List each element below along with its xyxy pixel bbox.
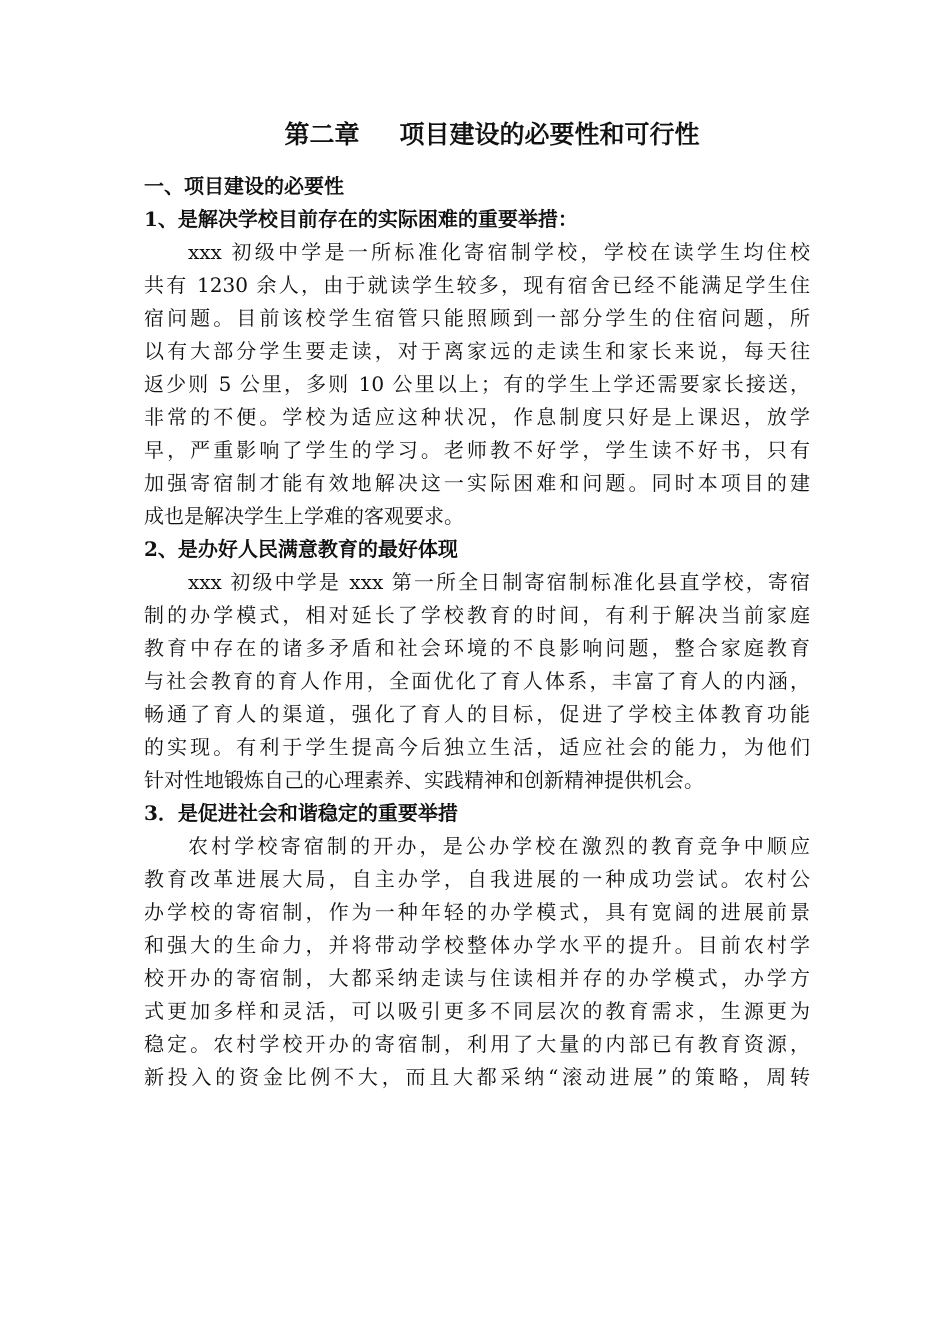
paragraph-line: 的实现。有利于学生提高今后独立生活，适应社会的能力，为他们: [144, 735, 810, 759]
paragraph-line: 教育中存在的诸多矛盾和社会环境的不良影响问题，整合家庭教育: [144, 636, 810, 660]
paragraph-line: 制的办学模式，相对延长了学校教育的时间，有利于解决当前家庭: [144, 603, 810, 627]
paragraph-line: 校开办的寄宿制，大都采纳走读与住读相并存的办学模式，办学方: [144, 966, 810, 990]
paragraph-line: xxx 初级中学是 xxx 第一所全日制寄宿制标准化县直学校，寄宿: [188, 570, 810, 594]
paragraph-line: 办学校的寄宿制，作为一种年轻的办学模式，具有宽阔的进展前景: [144, 900, 810, 924]
subsection-heading-1: 1、是解决学校目前存在的实际困难的重要举措：: [144, 207, 578, 231]
paragraph-line: 加强寄宿制才能有效地解决这一实际困难和问题。同时本项目的建: [144, 471, 810, 495]
paragraph-line: 针对性地锻炼自己的心理素养、实践精神和创新精神提供机会。: [144, 768, 704, 792]
document-page: [144, 120, 810, 1094]
paragraph-line: 宿问题。目前该校学生宿管只能照顾到一部分学生的住宿问题，所: [144, 306, 810, 330]
paragraph-line: 与社会教育的育人作用，全面优化了育人体系，丰富了育人的内涵，: [144, 669, 810, 693]
section-heading: 一、项目建设的必要性: [144, 174, 344, 198]
paragraph-line: 以有大部分学生要走读，对于离家远的走读生和家长来说，每天往: [144, 339, 810, 363]
paragraph-line: 教育改革进展大局，自主办学，自我进展的一种成功尝试。农村公: [144, 867, 810, 891]
subsection-heading-3: 3．是促进社会和谐稳定的重要举措: [144, 801, 458, 825]
paragraph-line: 新投入的资金比例不大，而且大都采纳“滚动进展”的策略，周转: [144, 1065, 810, 1089]
chapter-title: [144, 120, 810, 150]
paragraph-line: 成也是解决学生上学难的客观要求。: [144, 504, 464, 528]
paragraph-line: 和强大的生命力，并将带动学校整体办学水平的提升。目前农村学: [144, 933, 810, 957]
chapter-number: 第二章: [284, 120, 360, 149]
paragraph-line: 稳定。农村学校开办的寄宿制，利用了大量的内部已有教育资源，: [144, 1032, 810, 1056]
paragraph-line: 早，严重影响了学生的学习。老师教不好学，学生读不好书，只有: [144, 438, 810, 462]
paragraph-1: [144, 236, 810, 533]
paragraph-3: [144, 830, 810, 1094]
paragraph-line: 返少则 5 公里，多则 10 公里以上；有的学生上学还需要家长接送，: [144, 372, 810, 396]
paragraph-line: 共有 1230 余人，由于就读学生较多，现有宿舍已经不能满足学生住: [144, 273, 810, 297]
paragraph-line: 农村学校寄宿制的开办，是公办学校在激烈的教育竞争中顺应: [188, 834, 810, 858]
chapter-name: 项目建设的必要性和可行性: [399, 120, 700, 149]
paragraph-line: 非常的不便。学校为适应这种状况，作息制度只好是上课迟，放学: [144, 405, 810, 429]
paragraph-line: xxx 初级中学是一所标准化寄宿制学校，学校在读学生均住校: [188, 240, 810, 264]
subsection-heading-2: 2、是办好人民满意教育的最好体现: [144, 537, 458, 561]
paragraph-2: [144, 566, 810, 797]
paragraph-line: 式更加多样和灵活，可以吸引更多不同层次的教育需求，生源更为: [144, 999, 810, 1023]
paragraph-line: 畅通了育人的渠道，强化了育人的目标，促进了学校主体教育功能: [144, 702, 810, 726]
